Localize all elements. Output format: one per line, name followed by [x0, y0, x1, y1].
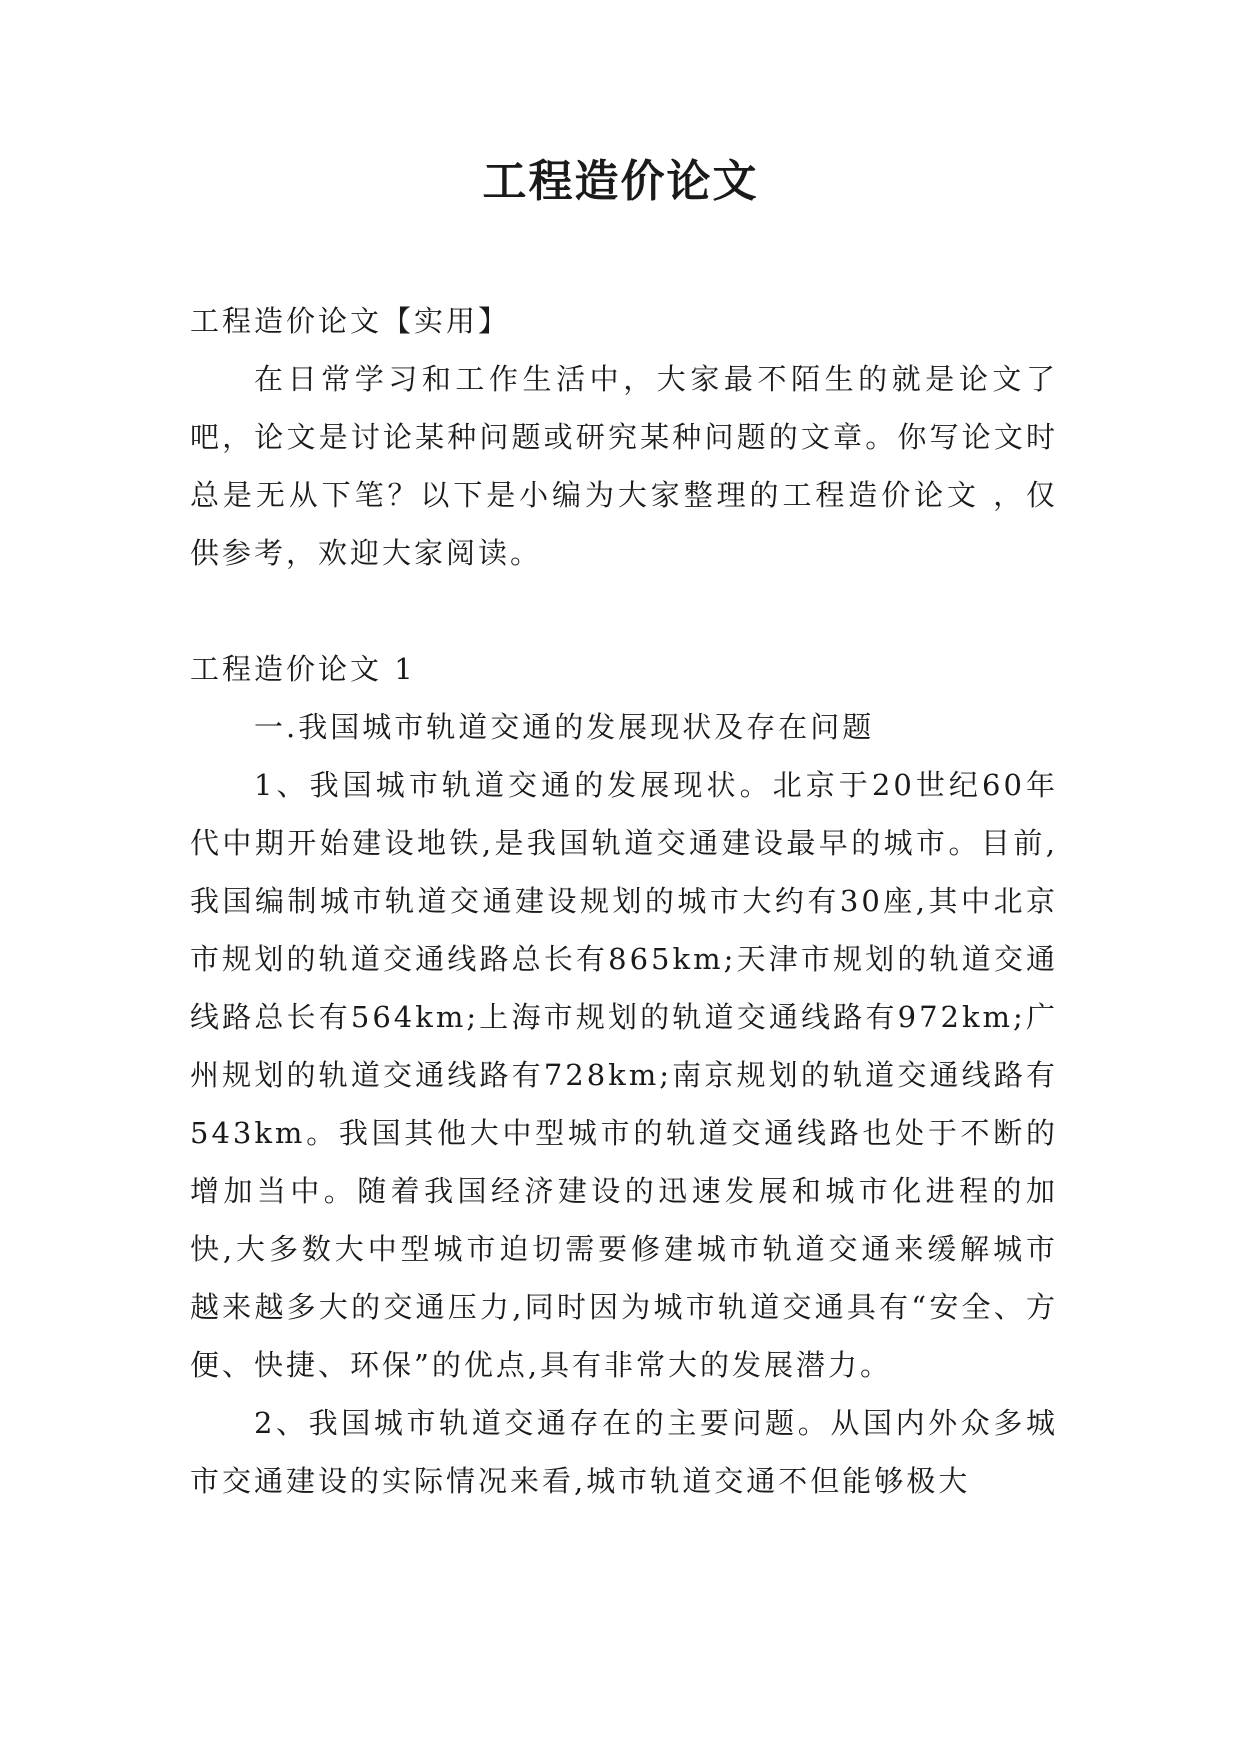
section-heading: 一.我国城市轨道交通的发展现状及存在问题	[254, 710, 875, 744]
section-title: 工程造价论文 1	[190, 652, 416, 686]
document-title: 工程造价论文	[482, 156, 759, 207]
document-body	[190, 292, 1058, 1510]
body-paragraph-1: 1、我国城市轨道交通的发展现状。北京于20世纪60年代中期开始建设地铁,是我国轨道交通建设最早的城市。目前,我国编制城市轨道交通建设规划的城市大约有30座,其中北京市规划的轨道交通线路总长有865km;天津市规划的轨道交通线路总长有564km;上海市规划的轨道交通线路有972km;广州规划的轨道交通线路有728km;南京规划的轨道交通线路有543km。我国其他大中型城市的轨道交通线路也处于不断的增加当中。随着我国经济建设的迅速发展和城市化进程的加快,大多数大中型城市迫切需要修建城市轨道交通来缓解城市越来越多大的交通压力,同时因为城市轨道交通具有“安全、方便、快捷、环保”的优点,具有非常大的发展潜力。	[190, 768, 1058, 1382]
body-paragraph-2: 2、我国城市轨道交通存在的主要问题。从国内外众多城市交通建设的实际情况来看,城市轨道交通不但能够极大	[190, 1406, 1058, 1498]
document-subtitle: 工程造价论文【实用】	[190, 304, 511, 338]
intro-paragraph: 在日常学习和工作生活中，大家最不陌生的就是论文了吧，论文是讨论某种问题或研究某种问题的文章。你写论文时总是无从下笔？以下是小编为大家整理的工程造价论文 ，仅供参考，欢迎大家阅读。	[190, 362, 1058, 570]
